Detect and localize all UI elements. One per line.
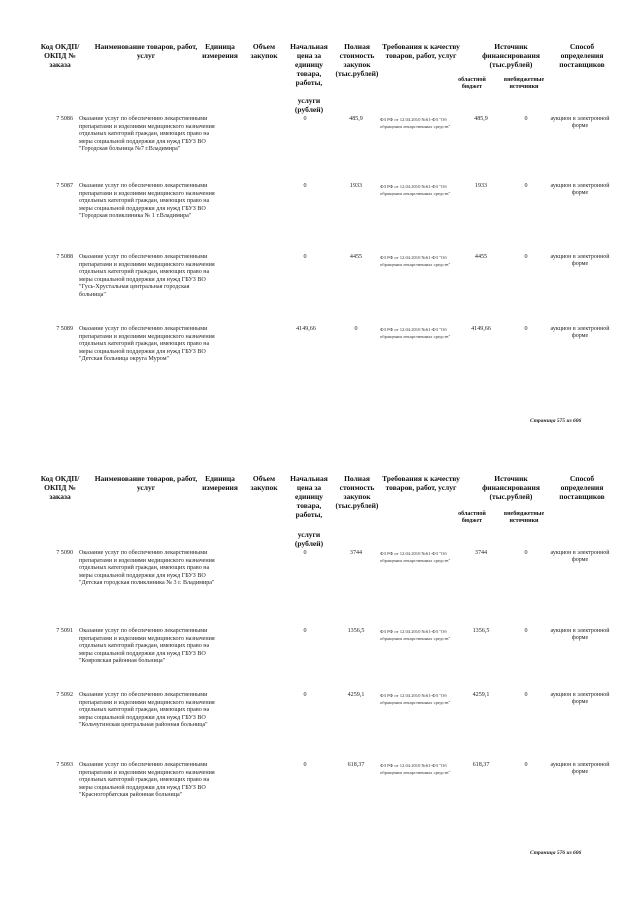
row-total-cost: 1933: [349, 183, 363, 189]
row-extrabudgetary: 0: [524, 762, 528, 768]
row-unit-price: 0: [303, 762, 307, 768]
row-total-cost: 4259,1: [347, 692, 365, 698]
row-description: Оказание услуг по обеспечению лекарственными препаратами и изделиями медицинского назначения отдельных категорий граждан, имеющих право на меры социальной поддержки для нужд ГБУЗ ВО "Городская больница №7 г.Владимира": [79, 116, 215, 153]
row-total-cost: 618,37: [347, 762, 365, 768]
row-total-cost: 485,9: [349, 116, 363, 122]
row-method: аукцион в электронной форме: [550, 326, 610, 340]
row-order-number: 7 5087: [56, 183, 73, 189]
row-regional-budget: 485,9: [474, 116, 488, 122]
row-description: Оказание услуг по обеспечению лекарственными препаратами и изделиями медицинского назначения отдельных категорий граждан, имеющих право на меры социальной поддержки для нужд ГБУЗ ВО "Детская больница округа Муром": [79, 326, 215, 363]
header-unit: Единица измерения: [202, 42, 238, 60]
row-regional-budget: 618,37: [472, 762, 490, 768]
row-order-number: 7 5089: [56, 326, 73, 332]
header-unit: Единица измерения: [202, 474, 238, 492]
header-initial-price: Начальная цена за единицу товара, работы,: [290, 474, 328, 519]
header-requirements: Требования к качеству товаров, работ, услуг: [382, 474, 460, 492]
row-description: Оказание услуг по обеспечению лекарственными препаратами и изделиями медицинского назначения отдельных категорий граждан, имеющих право на меры социальной поддержки для нужд ГБУЗ ВО "Городская поликлиника № 1 г.Владимира": [79, 183, 215, 220]
header-name: Наименование товаров, работ, услуг: [94, 474, 198, 492]
row-method: аукцион в электронной форме: [550, 692, 610, 706]
row-unit-price: 0: [303, 692, 307, 698]
row-description: Оказание услуг по обеспечению лекарственными препаратами и изделиями медицинского назначения отдельных категорий граждан, имеющих право на меры социальной поддержки для нужд ГБУЗ ВО "Ковровская районная больница": [79, 628, 215, 665]
row-order-number: 7 5090: [56, 550, 73, 556]
row-extrabudgetary: 0: [524, 628, 528, 634]
header-method: Способ определения поставщиков: [559, 42, 605, 69]
row-requirements: ФЗ РФ от 12.04.2010 №61-ФЗ "Об обращении лекарственных средств": [380, 327, 451, 340]
document-page-575: [0, 0, 640, 452]
header-initial-price-services: услуги (рублей): [294, 96, 324, 114]
header-volume: Объем закупок: [250, 42, 278, 60]
row-method: аукцион в электронной форме: [550, 254, 610, 268]
header-extrabudgetary: внебюджетные источники: [503, 77, 545, 90]
header-funding-source: Источник финансирования (тыс.рублей): [482, 42, 540, 69]
header-initial-price: Начальная цена за единицу товара, работы,: [290, 42, 328, 87]
row-unit-price: 0: [303, 116, 307, 122]
header-total-cost: Полная стоимость закупок (тыс.рублей): [335, 474, 379, 510]
header-volume: Объем закупок: [250, 474, 278, 492]
row-requirements: ФЗ РФ от 12.04.2010 №61-ФЗ "Об обращении лекарственных средств": [380, 629, 451, 642]
page-footer: Страница 576 из 606: [530, 850, 582, 856]
row-order-number: 7 5093: [56, 762, 73, 768]
row-method: аукцион в электронной форме: [550, 183, 610, 197]
row-unit-price: 0: [303, 628, 307, 634]
row-total-cost: 4455: [349, 254, 363, 260]
row-requirements: ФЗ РФ от 12.04.2010 №61-ФЗ "Об обращении лекарственных средств": [380, 693, 451, 706]
row-order-number: 7 5088: [56, 254, 73, 260]
row-order-number: 7 5092: [56, 692, 73, 698]
row-extrabudgetary: 0: [524, 254, 528, 260]
row-requirements: ФЗ РФ от 12.04.2010 №61-ФЗ "Об обращении лекарственных средств": [380, 763, 451, 776]
row-unit-price: 0: [303, 254, 307, 260]
row-total-cost: 3744: [349, 550, 363, 556]
header-initial-price-services: услуги (рублей): [294, 530, 324, 548]
header-code: Код ОКДП/ ОКПД № заказа: [40, 474, 80, 501]
header-method: Способ определения поставщиков: [559, 474, 605, 501]
row-requirements: ФЗ РФ от 12.04.2010 №61-ФЗ "Об обращении лекарственных средств": [380, 117, 451, 130]
header-regional-budget: областной бюджет: [458, 511, 486, 524]
row-method: аукцион в электронной форме: [550, 550, 610, 564]
row-regional-budget: 1356,5: [472, 628, 490, 634]
header-code: Код ОКДП/ ОКПД № заказа: [40, 42, 80, 69]
header-total-cost: Полная стоимость закупок (тыс.рублей): [335, 42, 379, 78]
row-regional-budget: 4259,1: [472, 692, 490, 698]
row-unit-price: 4149,66: [296, 326, 316, 332]
row-unit-price: 0: [303, 183, 307, 189]
row-requirements: ФЗ РФ от 12.04.2010 №61-ФЗ "Об обращении лекарственных средств": [380, 255, 451, 268]
header-regional-budget: областной бюджет: [458, 77, 486, 90]
row-description: Оказание услуг по обеспечению лекарственными препаратами и изделиями медицинского назначения отдельных категорий граждан, имеющих право на меры социальной поддержки для нужд ГБУЗ ВО "Гусь-Хрустальная центральная городская больница": [79, 254, 215, 298]
row-total-cost: 1356,5: [347, 628, 365, 634]
row-description: Оказание услуг по обеспечению лекарственными препаратами и изделиями медицинского назначения отдельных категорий граждан, имеющих право на меры социальной поддержки для нужд ГБУЗ ВО "Кольчугинская центральная районная больница": [79, 692, 215, 729]
row-order-number: 7 5091: [56, 628, 73, 634]
header-requirements: Требования к качеству товаров, работ, услуг: [382, 42, 460, 60]
row-requirements: ФЗ РФ от 12.04.2010 №61-ФЗ "Об обращении лекарственных средств": [380, 184, 451, 197]
row-extrabudgetary: 0: [524, 692, 528, 698]
row-method: аукцион в электронной форме: [550, 628, 610, 642]
row-method: аукцион в электронной форме: [550, 762, 610, 776]
row-total-cost: 0: [354, 326, 358, 332]
row-description: Оказание услуг по обеспечению лекарственными препаратами и изделиями медицинского назначения отдельных категорий граждан, имеющих право на меры социальной поддержки для нужд ГБУЗ ВО "Красногорбатская районная больница": [79, 762, 215, 799]
row-order-number: 7 5086: [56, 116, 73, 122]
row-requirements: ФЗ РФ от 12.04.2010 №61-ФЗ "Об обращении лекарственных средств": [380, 551, 451, 564]
header-name: Наименование товаров, работ, услуг: [94, 42, 198, 60]
row-regional-budget: 4149,66: [471, 326, 491, 332]
row-regional-budget: 1933: [474, 183, 488, 189]
row-extrabudgetary: 0: [524, 116, 528, 122]
row-regional-budget: 3744: [474, 550, 488, 556]
header-funding-source: Источник финансирования (тыс.рублей): [482, 474, 540, 501]
row-method: аукцион в электронной форме: [550, 116, 610, 130]
row-unit-price: 0: [303, 550, 307, 556]
row-extrabudgetary: 0: [524, 326, 528, 332]
row-regional-budget: 4455: [474, 254, 488, 260]
header-extrabudgetary: внебюджетные источники: [503, 511, 545, 524]
row-extrabudgetary: 0: [524, 183, 528, 189]
row-extrabudgetary: 0: [524, 550, 528, 556]
row-description: Оказание услуг по обеспечению лекарственными препаратами и изделиями медицинского назначения отдельных категорий граждан, имеющих право на меры социальной поддержки для нужд ГБУЗ ВО "Детская городская поликлиника № 3 г. Владимира": [79, 550, 215, 587]
page-footer: Страница 575 из 606: [530, 418, 582, 424]
document-page-576: [0, 452, 640, 905]
